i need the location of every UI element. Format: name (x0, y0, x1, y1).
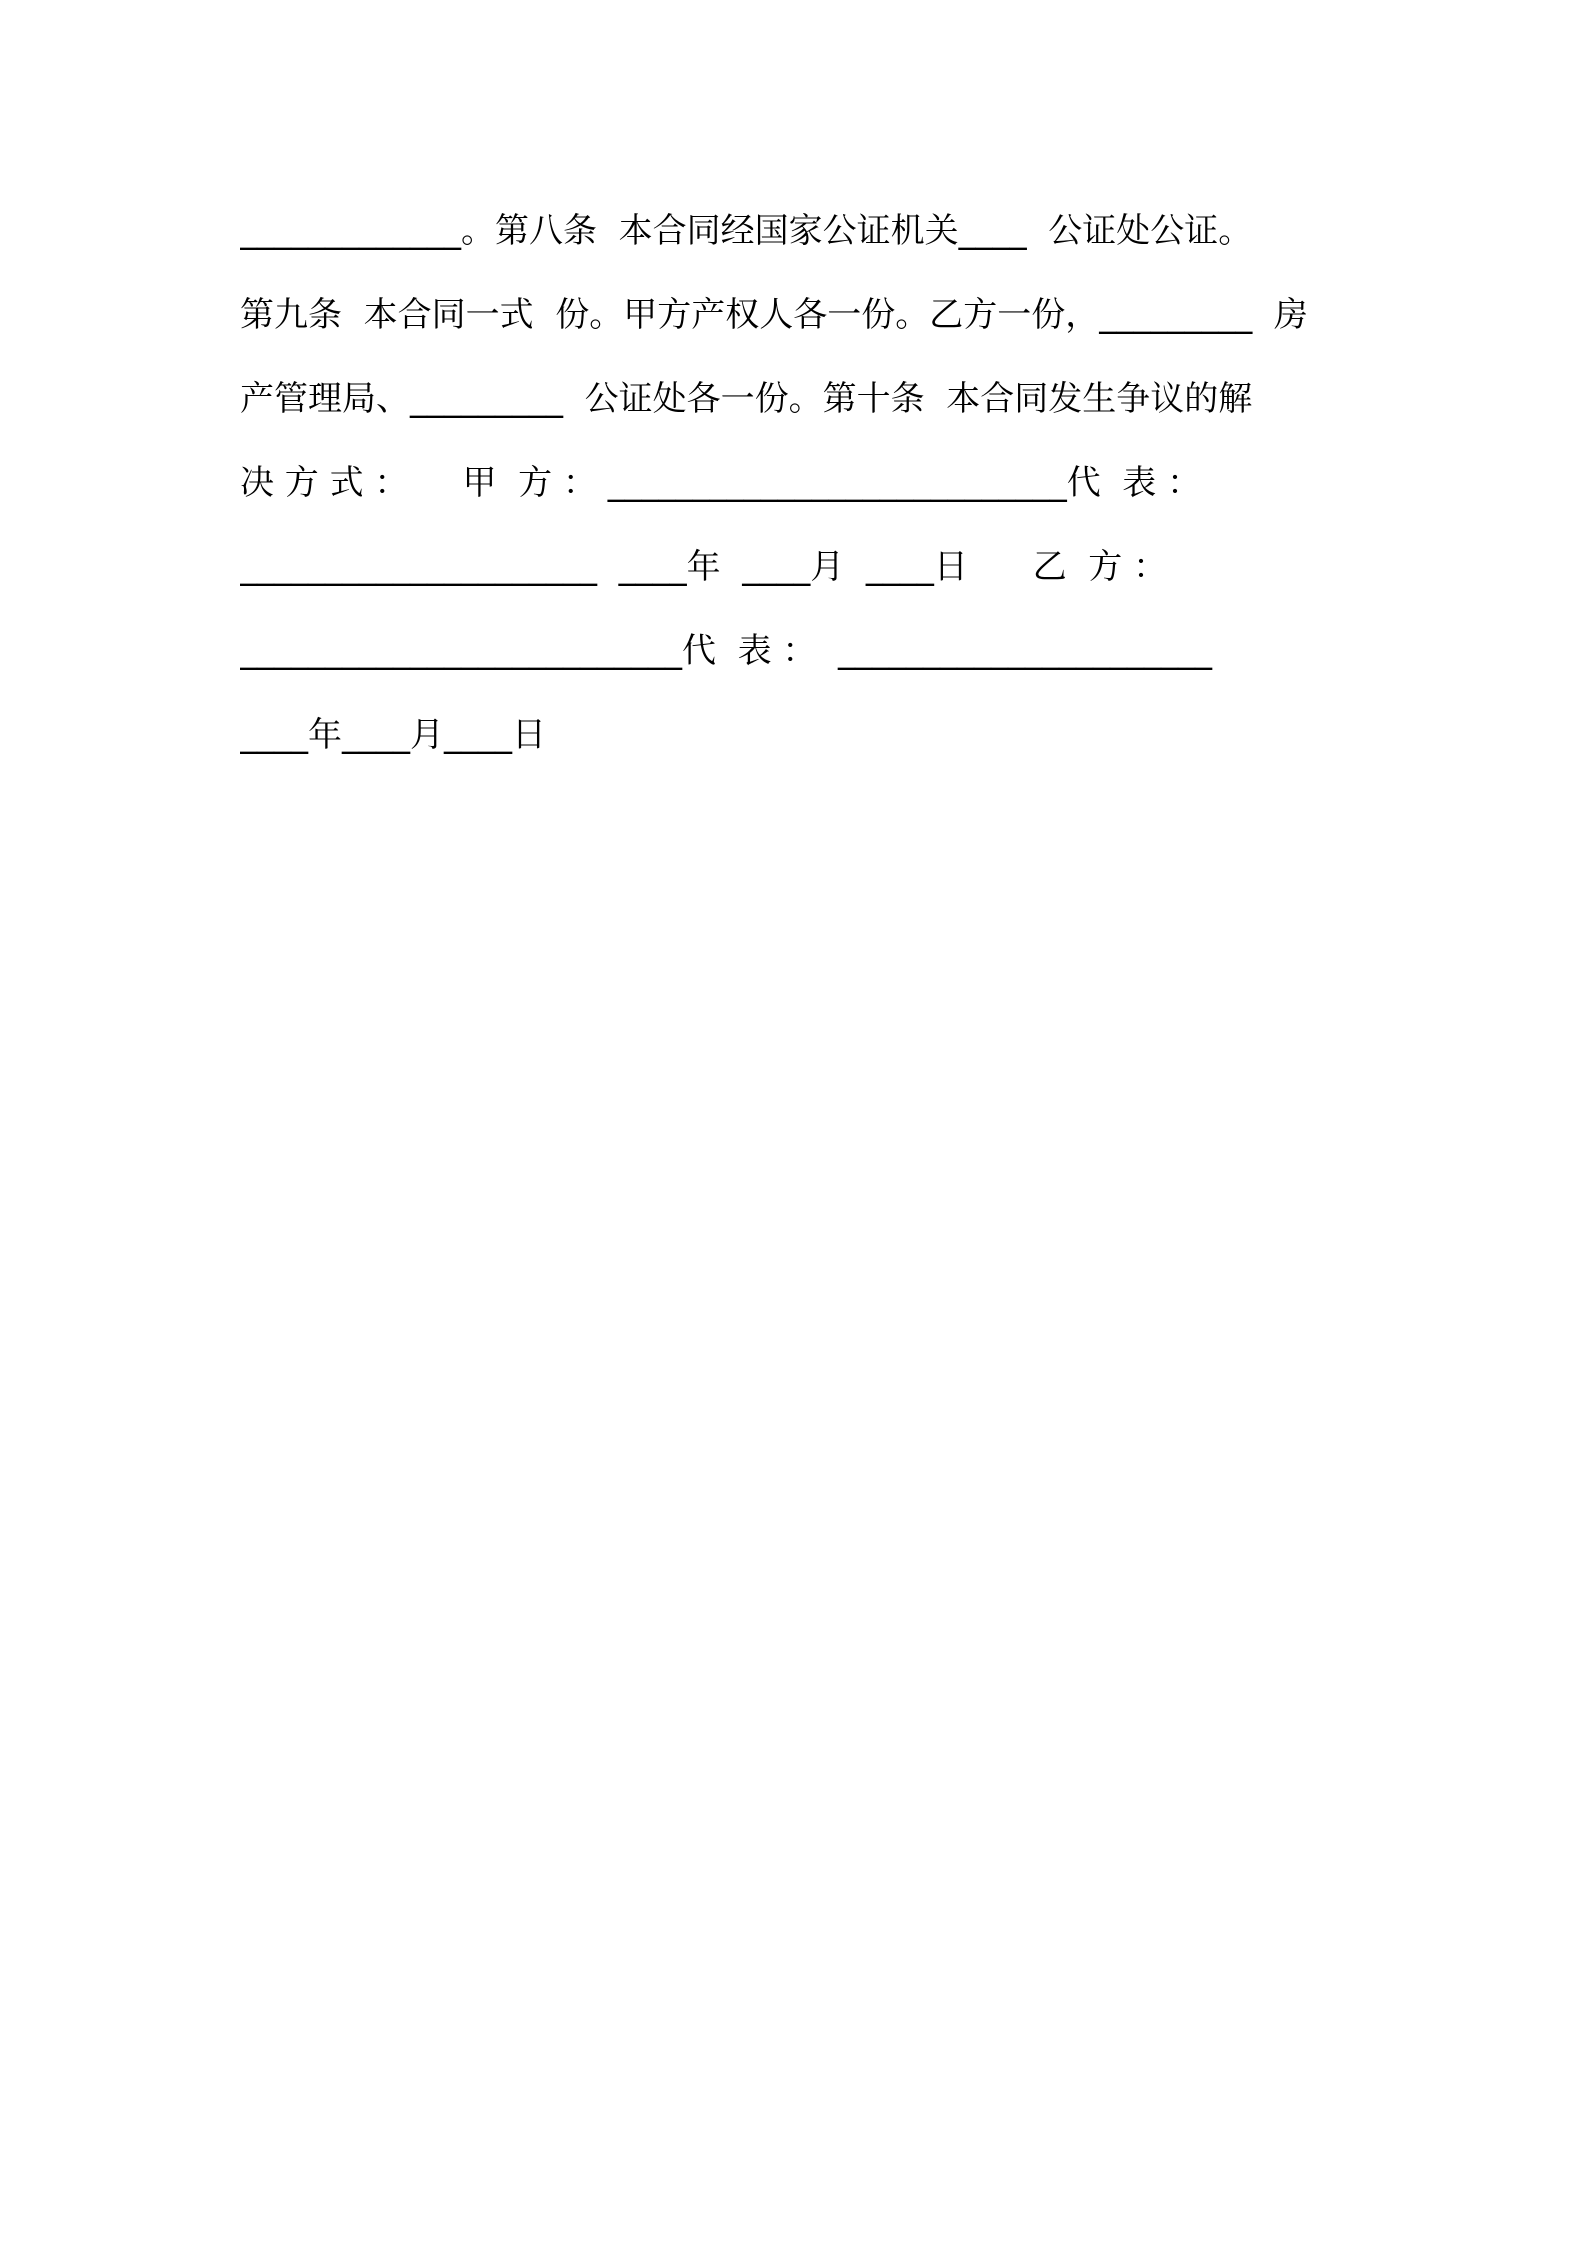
text-line (240, 283, 1352, 367)
text-line (240, 619, 1352, 703)
line-text: _____________________ ____年 ____月 ____日 乙 方 ： (240, 547, 1168, 587)
line-text: _____________。第八条 本合同经国家公证机关____ 公证处公证。 (240, 211, 1253, 251)
line-text: 产管理局、_________ 公证处各一份。第十条 本合同发生争议的解 (240, 379, 1253, 419)
line-text: 决 方 式 ： 甲 方 ： ___________________________代 表 ： (240, 463, 1202, 503)
line-text: ____年____月____日 (240, 715, 546, 755)
contract-text (240, 199, 1352, 787)
line-text: __________________________代 表 ： ______________________ (240, 631, 1213, 671)
text-line (240, 535, 1352, 619)
text-line (240, 199, 1352, 283)
text-line (240, 703, 1352, 787)
text-line (240, 367, 1352, 451)
line-text: 第九条 本合同一式 份。甲方产权人各一份。乙方一份，_________ 房 (240, 295, 1308, 335)
text-line (240, 451, 1352, 535)
